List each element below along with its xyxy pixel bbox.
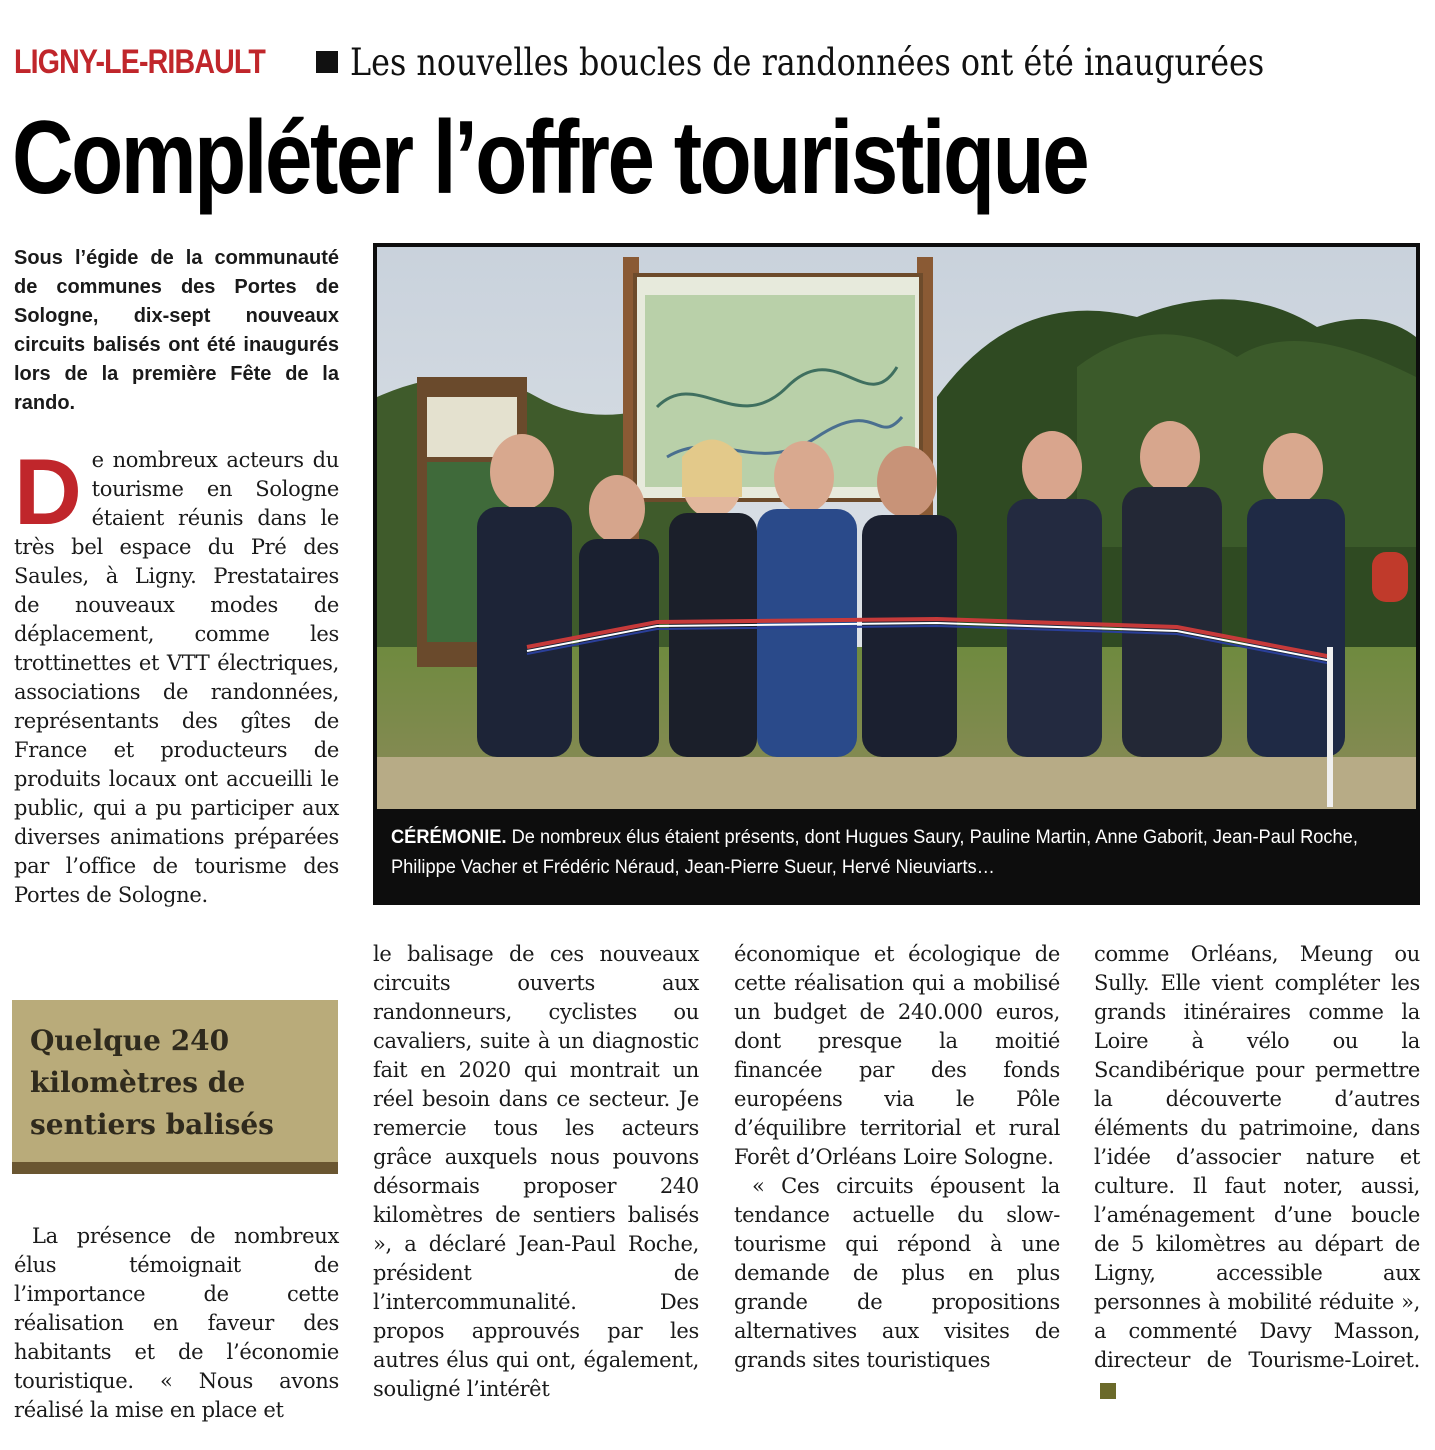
photo-illustration [377,247,1416,809]
drop-cap: D [14,439,82,544]
body-column-1 [14,1222,339,1425]
intro-column [14,439,339,910]
body-paragraph: « Ces circuits épousent la tendance actuelle du slow-tourisme qui répond à une demande de plus en plus grande de propositions alternatives aux visites de grands sites touristiques [734,1174,1060,1372]
body-text: comme Orléans, Meung ou Sully. Elle vient compléter les grands itinéraires comme la Loire à vélo ou la Scandibérique pour permettre la découverte d’autres éléments du patrimoine, dans l’idée d’associer nature et culture. Il faut noter, aussi, l’aménagement d’une boucle de 5 kilomètres au départ de Ligny, accessible aux personnes à mobilité réduite », a commenté Davy Masson, directeur de Tourisme-Loiret. [1094,942,1420,1372]
highlight-box [12,1000,338,1174]
kicker-subtitle: Les nouvelles boucles de randonnées ont été inaugurées [350,40,1265,84]
body-column-2 [373,940,699,1404]
caption-label: CÉRÉMONIE. [391,827,507,848]
photo-caption [391,823,1361,883]
headline: Compléter l’offre touristique [12,100,1088,216]
caption-text: De nombreux élus étaient présents, dont Hugues Saury, Pauline Martin, Anne Gaborit, Jean-Paul Roche, Philippe Vacher et Frédéric Néraud, Jean-Pierre Sueur, Hervé Nieuviarts… [391,827,1358,878]
body-column-3 [734,940,1060,1375]
body-paragraph: économique et écologique de cette réalisation qui a mobilisé un budget de 240.000 euros, dont presque la moitié financée par des fonds européens via le Pôle d’équilibre territorial et rural Forêt d’Orléans Loire Sologne. [734,942,1060,1169]
kicker [14,38,1413,86]
ceremony-photo [373,243,1420,905]
body-column-4 [1094,940,1420,1404]
intro-text: e nombreux acteurs du tourisme en Sologne étaient réunis dans le très bel espace du Pré des Saules, à Ligny. Prestataires de nouveaux modes de déplacement, comme les trottinettes et VTT électriques, associations de randonnées, représentants des gîtes de France et producteurs de produits locaux ont accueilli le public, qui a pu participer aux diverses animations préparées par l’office de tourisme des Portes de Sologne. [14,448,339,907]
end-mark-icon [1100,1383,1116,1399]
body-paragraph: La présence de nombreux élus témoignait de l’importance de cette réalisation en faveur des habitants et de l’économie touristique. « Nous avons réalisé la mise en place et [14,1224,339,1422]
chapo: Sous l’égide de la communauté de communes des Portes de Sologne, dix-sept nouveaux circuits balisés ont été inaugurés lors de la première Fête de la rando. [14,247,339,414]
kicker-location: LIGNY-LE-RIBAULT [14,42,265,81]
body-paragraph [1094,940,1420,1404]
kicker-square-icon [316,51,338,73]
highlight-title: Quelque 240 kilomètres de sentiers balisés [30,1024,274,1141]
body-paragraph: le balisage de ces nouveaux circuits ouverts aux randonneurs, cyclistes ou cavaliers, suite à un diagnostic fait en 2020 qui montrait un réel besoin dans ce secteur. Je remercie tous les acteurs grâce auxquels nous pouvons désormais proposer 240 kilomètres de sentiers balisés », a déclaré Jean-Paul Roche, président de l’intercommunalité. Des propos approuvés par les autres élus qui ont, également, souligné l’intérêt [373,942,699,1401]
